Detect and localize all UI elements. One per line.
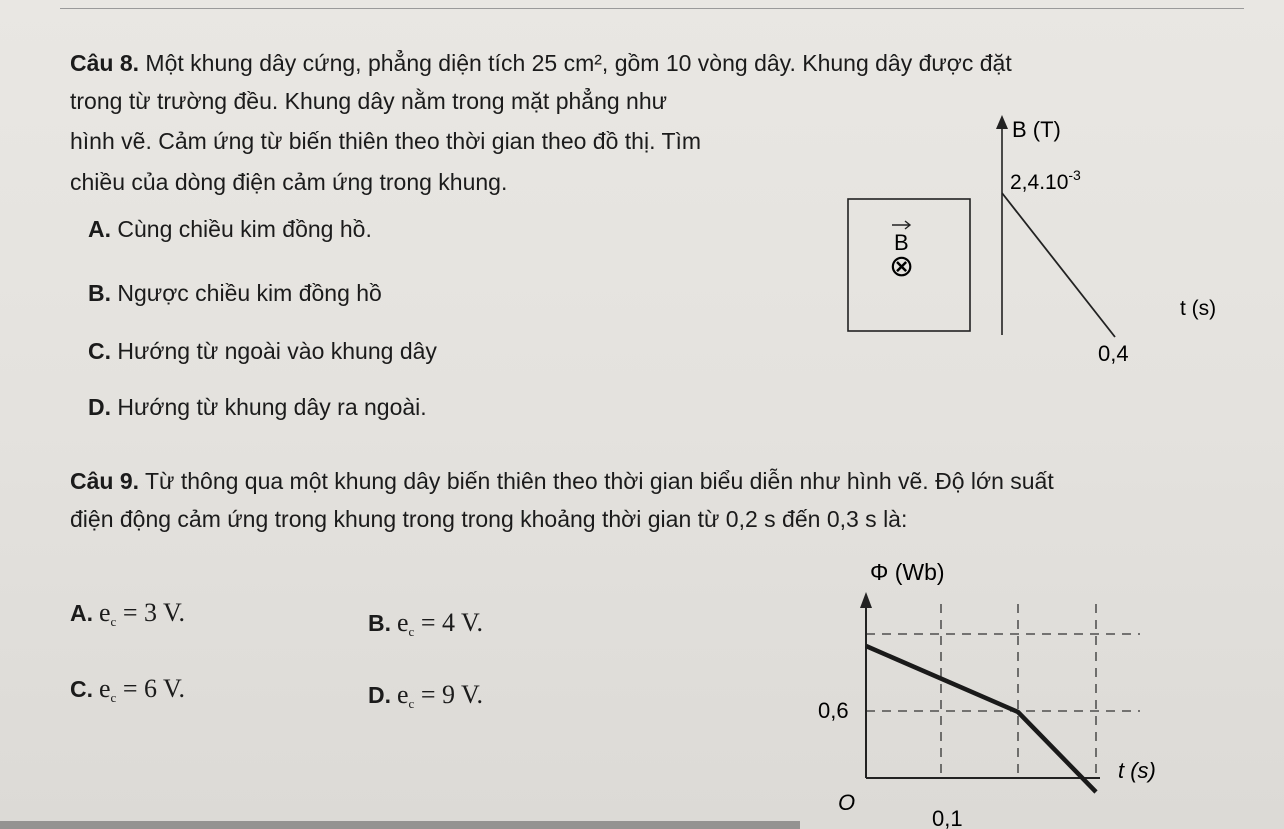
- q9-option-c-e: e: [99, 674, 111, 703]
- q8-figure: [830, 105, 1250, 385]
- q9-option-b-sub: c: [408, 624, 415, 639]
- q9-option-c-sub: c: [110, 690, 117, 705]
- q9-option-b-letter: B.: [368, 610, 391, 636]
- b-graph-x-value: 0,4: [1098, 341, 1129, 366]
- q9-option-a-sub: c: [110, 614, 117, 629]
- b-graph-y-label: B (T): [1012, 117, 1061, 142]
- page-top-rule: [60, 8, 1244, 9]
- q8-stem-3: hình vẽ. Cảm ứng từ biến thiên theo thời gian theo đồ thị. Tìm: [70, 128, 702, 154]
- q9-stem-2: điện động cảm ứng trong khung trong trong khoảng thời gian từ 0,2 s đến 0,3 s là:: [70, 506, 908, 532]
- phi-graph-origin: O: [838, 790, 856, 815]
- q9-option-a-e: e: [99, 598, 111, 627]
- q9-option-b[interactable]: [368, 608, 483, 640]
- q9-option-d[interactable]: [368, 680, 483, 712]
- q8-option-b-letter: B.: [88, 280, 111, 306]
- q9-option-d-letter: D.: [368, 682, 391, 708]
- phi-graph-line: [866, 646, 1096, 792]
- q9-number: Câu 9.: [70, 468, 140, 494]
- q8-stem-1: Một khung dây cứng, phẳng diện tích 25 cm², gồm 10 vòng dây. Khung dây được đặt: [139, 50, 1012, 76]
- q9-option-d-value: = 9 V.: [414, 680, 483, 709]
- q8-stem-4: chiều của dòng điện cảm ứng trong khung.: [70, 169, 508, 195]
- b-graph-x-label: t (s): [1180, 297, 1217, 320]
- phi-graph-y-label: Φ (Wb): [870, 559, 945, 585]
- q9-option-c-letter: C.: [70, 676, 93, 702]
- frame-b-label: B: [894, 230, 909, 255]
- q9-option-c[interactable]: [70, 674, 185, 706]
- q9-option-c-value: = 6 V.: [116, 674, 185, 703]
- q8-option-b-text: Ngược chiều kim đồng hồ: [111, 280, 382, 306]
- q9-line1: [70, 462, 1054, 500]
- phi-graph-x-label: t (s): [1118, 758, 1156, 783]
- q8-option-d-text: Hướng từ khung dây ra ngoài.: [111, 394, 427, 420]
- q9-option-a-letter: A.: [70, 600, 93, 626]
- q8-option-c-letter: C.: [88, 338, 111, 364]
- q9-option-d-e: e: [397, 680, 409, 709]
- q9-stem-1: Từ thông qua một khung dây biến thiên theo thời gian biểu diễn như hình vẽ. Độ lớn suất: [139, 468, 1054, 494]
- q8-stem-2: trong từ trường đều. Khung dây nằm trong mặt phẳng như: [70, 88, 668, 114]
- q8-option-d[interactable]: [88, 394, 427, 421]
- q8-option-c-text: Hướng từ ngoài vào khung dây: [111, 338, 437, 364]
- into-page-symbol: ⊗: [889, 250, 915, 283]
- q8-option-d-letter: D.: [88, 394, 111, 420]
- page-bottom-shadow: [0, 821, 800, 829]
- b-graph-y-value: $2,4.10^{-3}$: [1010, 167, 1081, 194]
- b-graph-y-arrow: [996, 115, 1008, 129]
- phi-graph-y-value: 0,6: [818, 698, 849, 723]
- q9-option-b-e: e: [397, 608, 409, 637]
- phi-graph-x-value: 0,1: [932, 806, 963, 829]
- phi-graph-guides: [866, 604, 1140, 778]
- q8-option-a-letter: A.: [88, 216, 111, 242]
- q9-option-b-value: = 4 V.: [414, 608, 483, 637]
- q8-option-a[interactable]: [88, 216, 372, 243]
- q8-number: Câu 8.: [70, 50, 140, 76]
- q8-option-c[interactable]: [88, 338, 437, 365]
- q9-option-d-sub: c: [408, 696, 415, 711]
- q8-option-b[interactable]: [88, 280, 382, 307]
- q8-option-a-text: Cùng chiều kim đồng hồ.: [111, 216, 372, 242]
- q8-line1: [70, 44, 1012, 82]
- b-graph-line: [1002, 193, 1115, 337]
- phi-graph-y-arrow: [860, 592, 872, 608]
- q9-option-a-value: = 3 V.: [116, 598, 185, 627]
- q9-figure: [810, 552, 1190, 829]
- q9-option-a[interactable]: [70, 598, 185, 630]
